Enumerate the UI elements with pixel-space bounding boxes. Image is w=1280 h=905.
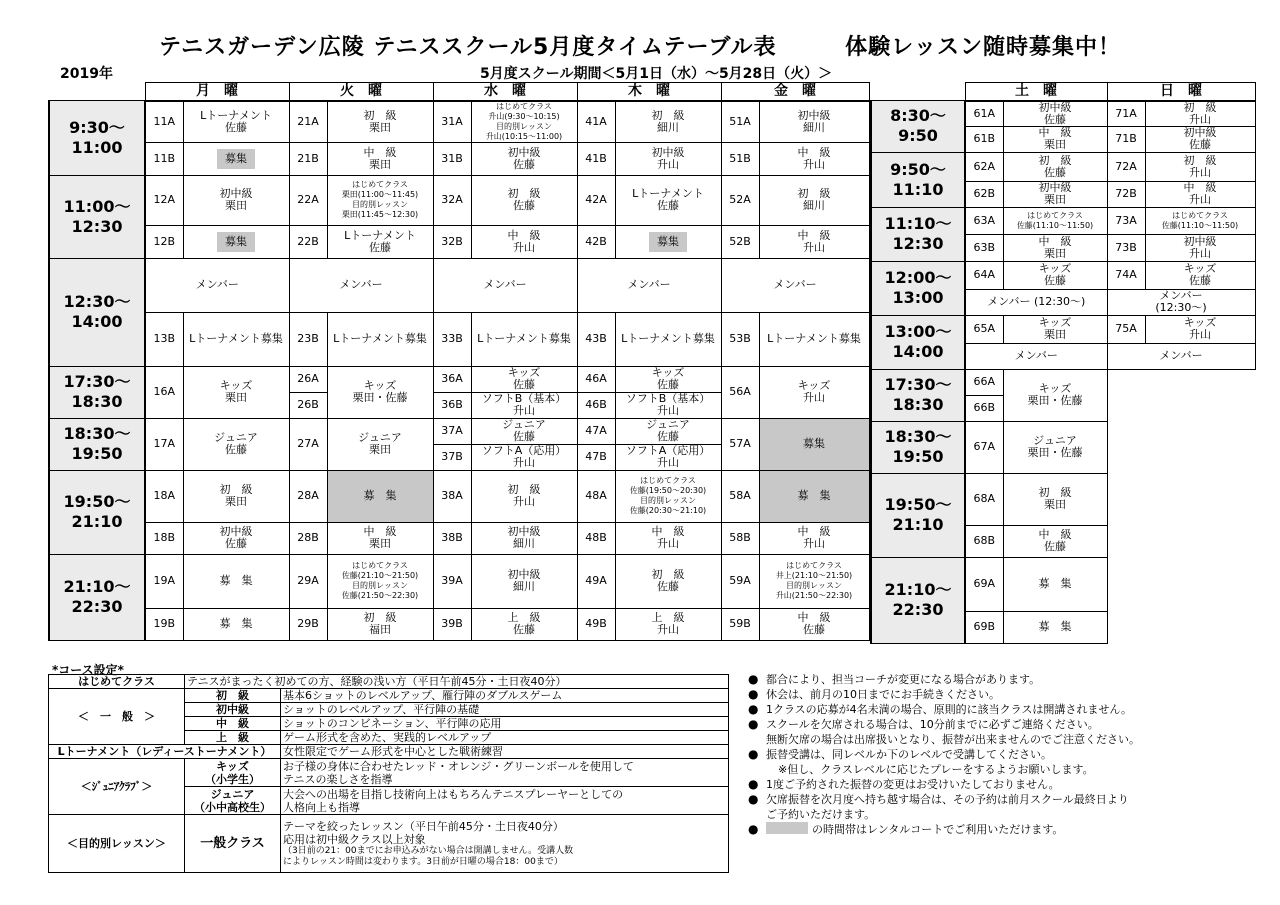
class-code: 61A <box>965 101 1003 127</box>
weekend-timetable <box>870 82 1256 644</box>
class-code: 72A <box>1107 152 1145 181</box>
class-code: 12A <box>145 175 183 225</box>
class-code: 41B <box>577 142 615 175</box>
time-slot: 11:10～ 12:30 <box>871 207 965 261</box>
rental-court-swatch <box>766 822 808 834</box>
time-slot: 12:00～ 13:00 <box>871 261 965 315</box>
note-item <box>748 792 1268 807</box>
class-code: 74A <box>1107 261 1145 289</box>
class-code: 21A <box>289 101 327 143</box>
class-code: 18A <box>145 470 183 522</box>
class-code: 28B <box>289 522 327 554</box>
member-cell: メンバー <box>433 258 577 312</box>
class-cell: Lトーナメント 佐藤 <box>327 225 433 258</box>
title-text: テニスガーデン広陵 テニススクール5月度タイムテーブル表 <box>159 35 777 60</box>
class-cell: ジュニア 栗田 <box>327 418 433 470</box>
bullet-icon: ● <box>748 822 759 836</box>
class-cell: ソフトA（応用） 升山 <box>615 444 721 470</box>
class-cell-recruit: 募 集 <box>759 470 869 522</box>
class-cell-recruit <box>183 225 289 258</box>
class-code: 65A <box>965 315 1003 343</box>
legend-ltour-desc: 女性限定でゲーム形式を中心とした戦術練習 <box>281 745 729 759</box>
class-cell: はじめてクラス 升山(9:30～10:15) 目的別レッスン 升山(10:15～11:00) <box>471 101 577 143</box>
note-item <box>748 732 1268 747</box>
class-code: 69A <box>965 557 1003 611</box>
class-cell-recruit <box>183 142 289 175</box>
day-header-tue: 火 曜 <box>289 83 433 101</box>
class-code: 42A <box>577 175 615 225</box>
note-item <box>748 762 1268 777</box>
class-cell: 中 級 栗田 <box>327 522 433 554</box>
year-label: 2019年 <box>60 66 113 82</box>
class-code: 51B <box>721 142 759 175</box>
recruit-label: 募集 <box>217 232 255 252</box>
time-slot: 17:30～ 18:30 <box>49 366 145 418</box>
time-slot: 19:50～ 21:10 <box>49 470 145 554</box>
time-slot: 18:30～ 19:50 <box>871 421 965 473</box>
time-slot: 9:30～ 11:00 <box>49 101 145 176</box>
bullet-icon: ● <box>748 687 759 701</box>
class-cell: Lトーナメント募集 <box>327 312 433 366</box>
class-cell: キッズ 栗田 <box>183 366 289 418</box>
note-text: 1度ご予約された振替の変更はお受けいたしておりません。 <box>766 778 1060 791</box>
class-cell: 中 級 栗田 <box>1003 126 1107 152</box>
weekday-timetable <box>48 82 870 641</box>
day-header-sun: 日 曜 <box>1107 83 1255 101</box>
class-cell: キッズ 栗田 <box>1003 315 1107 343</box>
class-code: 71B <box>1107 126 1145 152</box>
legend-level-desc: 基本6ショットのレベルアップ、雁行陣のダブルスゲーム <box>281 689 729 703</box>
bullet-icon: ● <box>748 747 759 761</box>
class-cell: 初中級 細川 <box>471 554 577 608</box>
class-cell: 初 級 栗田 <box>1003 473 1107 525</box>
class-code: 31B <box>433 142 471 175</box>
legend-ltour: Lトーナメント（レディーストーナメント） <box>49 745 281 759</box>
class-code: 46A <box>577 366 615 392</box>
note-text: スクールを欠席される場合は、10分前までに必ずご連絡ください。 <box>766 718 1099 731</box>
class-cell: キッズ 佐藤 <box>615 366 721 392</box>
class-cell: 初 級 升山 <box>1145 152 1255 181</box>
class-cell: 初中級 栗田 <box>1003 181 1107 207</box>
class-cell: 中 級 佐藤 <box>1003 525 1107 557</box>
legend-junior-club: ＜ｼﾞｭﾆｱｸﾗﾌﾞ＞ <box>49 759 185 815</box>
class-code: 62A <box>965 152 1003 181</box>
legend-kids-desc: お子様の身体に合わせたレッド・オレンジ・グリーンボールを使用して テニスの楽しさを指導 <box>281 759 729 787</box>
class-cell: 初 級 栗田 <box>327 101 433 143</box>
note-text: 都合により、担当コーチが変更になる場合があります。 <box>766 673 1041 686</box>
class-code: 11A <box>145 101 183 143</box>
class-cell: Lトーナメント募集 <box>615 312 721 366</box>
bullet-icon: ● <box>748 792 759 806</box>
class-cell: ソフトA（応用） 升山 <box>471 444 577 470</box>
class-code: 21B <box>289 142 327 175</box>
day-header-thu: 木 曜 <box>577 83 721 101</box>
class-code: 53B <box>721 312 759 366</box>
class-code: 23B <box>289 312 327 366</box>
note-item <box>748 807 1268 822</box>
member-cell: メンバー <box>965 343 1107 369</box>
class-cell: 初 級 佐藤 <box>1003 152 1107 181</box>
legend-junior: ジュニア （小中高校生） <box>185 787 281 815</box>
class-cell: 初 級 細川 <box>615 101 721 143</box>
note-item <box>748 717 1268 732</box>
class-cell: ジュニア 栗田・佐藤 <box>1003 421 1107 473</box>
note-item <box>748 777 1268 792</box>
member-cell: メンバー <box>145 258 289 312</box>
class-cell: はじめてクラス 佐藤(19:50～20:30) 目的別レッスン 佐藤(20:30～21:10) <box>615 470 721 522</box>
class-cell: 初中級 佐藤 <box>1145 126 1255 152</box>
class-cell: 初 級 栗田 <box>183 470 289 522</box>
class-code: 59B <box>721 608 759 640</box>
class-code: 67A <box>965 421 1003 473</box>
class-cell: 中 級 升山 <box>1145 181 1255 207</box>
legend-level: 中 級 <box>185 717 281 731</box>
mokuteki-line-3: （3日前の21：00までにお申込みがない場合は開講しません。受講人数 によりレッスン時間は変わります。3日前が日曜の場合18：00まで） <box>283 845 574 867</box>
time-slot: 18:30～ 19:50 <box>49 418 145 470</box>
class-code: 63A <box>965 207 1003 234</box>
legend-level-desc: ショットのコンビネーション、平行陣の応用 <box>281 717 729 731</box>
class-code: 36B <box>433 392 471 418</box>
class-cell: はじめてクラス 佐藤(11:10～11:50) <box>1003 207 1107 234</box>
class-cell: 中 級 升山 <box>759 225 869 258</box>
legend-level: 初中級 <box>185 703 281 717</box>
class-code: 49A <box>577 554 615 608</box>
day-header-mon: 月 曜 <box>145 83 289 101</box>
class-cell: 初中級 升山 <box>1145 234 1255 261</box>
note-text: ご予約いただけます。 <box>766 808 876 821</box>
class-code: 28A <box>289 470 327 522</box>
class-code: 18B <box>145 522 183 554</box>
class-cell: ジュニア 佐藤 <box>615 418 721 444</box>
class-code: 71A <box>1107 101 1145 127</box>
class-code: 42B <box>577 225 615 258</box>
class-code: 12B <box>145 225 183 258</box>
class-code: 52B <box>721 225 759 258</box>
class-cell: 中 級 升山 <box>759 142 869 175</box>
class-code: 13B <box>145 312 183 366</box>
class-code: 41A <box>577 101 615 143</box>
legend-ippan-class: 一般クラス <box>185 815 281 873</box>
class-cell: 中 級 栗田 <box>1003 234 1107 261</box>
class-cell-recruit: 募集 <box>759 418 869 470</box>
time-slot: 12:30～ 14:00 <box>49 258 145 366</box>
class-cell: 募 集 <box>183 608 289 640</box>
class-code: 72B <box>1107 181 1145 207</box>
class-cell: 初 級 佐藤 <box>471 175 577 225</box>
class-code: 39B <box>433 608 471 640</box>
class-code: 26A <box>289 366 327 392</box>
note-text: ※但し、クラスレベルに応じたプレーをするようお願いします。 <box>778 763 1094 776</box>
class-code: 64A <box>965 261 1003 289</box>
class-cell: Lトーナメント募集 <box>471 312 577 366</box>
legend-ippan: ＜ 一 般 ＞ <box>49 689 185 745</box>
class-code: 58B <box>721 522 759 554</box>
legend-level: 上 級 <box>185 731 281 745</box>
class-cell: 中 級 升山 <box>615 522 721 554</box>
recruit-label: 募集 <box>649 232 687 252</box>
legend-junior-desc: 大会への出場を目指し技術向上はもちろんテニスプレーヤーとしての 人格向上も指導 <box>281 787 729 815</box>
corner <box>49 83 145 101</box>
class-cell: はじめてクラス 栗田(11:00～11:45) 目的別レッスン 栗田(11:45～12:30) <box>327 175 433 225</box>
class-code: 38B <box>433 522 471 554</box>
class-code: 36A <box>433 366 471 392</box>
note-item <box>748 687 1268 702</box>
class-code: 47B <box>577 444 615 470</box>
class-code: 22B <box>289 225 327 258</box>
class-cell: 初中級 佐藤 <box>1003 101 1107 127</box>
class-cell: はじめてクラス 佐藤(21:10～21:50) 目的別レッスン 佐藤(21:50～22:30) <box>327 554 433 608</box>
class-cell: キッズ 佐藤 <box>1003 261 1107 289</box>
class-code: 69B <box>965 611 1003 643</box>
class-code: 37B <box>433 444 471 470</box>
note-text: 欠席振替を次月度へ持ち越す場合は、その予約は前月スクール最終日より <box>766 793 1129 806</box>
class-cell: キッズ 升山 <box>1145 315 1255 343</box>
class-code: 68A <box>965 473 1003 525</box>
class-cell: ソフトB（基本） 升山 <box>615 392 721 418</box>
class-cell: 募 集 <box>1003 557 1107 611</box>
day-header-sat: 土 曜 <box>965 83 1107 101</box>
class-cell: Lトーナメント募集 <box>183 312 289 366</box>
mokuteki-line-2: 応用は初中級クラス以上対象 <box>283 832 426 846</box>
class-cell: キッズ 佐藤 <box>1145 261 1255 289</box>
class-code: 73A <box>1107 207 1145 234</box>
bullet-icon: ● <box>748 672 759 686</box>
class-cell-recruit: 募 集 <box>327 470 433 522</box>
member-cell: メンバー <box>577 258 721 312</box>
class-cell: 初中級 栗田 <box>183 175 289 225</box>
class-code: 31A <box>433 101 471 143</box>
class-code: 29B <box>289 608 327 640</box>
class-cell: はじめてクラス 井上(21:10～21:50) 目的別レッスン 升山(21:50～22:30) <box>759 554 869 608</box>
class-cell: ジュニア 佐藤 <box>183 418 289 470</box>
class-cell: Lトーナメント 佐藤 <box>183 101 289 143</box>
note-text: 無断欠席の場合は出席扱いとなり、振替が出来ませんのでご注意ください。 <box>766 733 1140 746</box>
legend-mokuteki-desc <box>281 815 729 873</box>
time-slot: 21:10～ 22:30 <box>49 554 145 640</box>
class-cell: キッズ 佐藤 <box>471 366 577 392</box>
school-period: 5月度スクール期間＜5月1日（水）～5月28日（火）＞ <box>480 66 833 82</box>
class-cell: 初 級 升山 <box>471 470 577 522</box>
legend-level-desc: ゲーム形式を含めた、実践的レベルアップ <box>281 731 729 745</box>
class-code: 29A <box>289 554 327 608</box>
class-cell: 上 級 升山 <box>615 608 721 640</box>
bullet-icon: ● <box>748 702 759 716</box>
class-cell: 中 級 佐藤 <box>759 608 869 640</box>
class-cell: 初 級 細川 <box>759 175 869 225</box>
legend-kids: キッズ （小学生） <box>185 759 281 787</box>
note-item <box>748 702 1268 717</box>
legend-level-desc: ショットのレベルアップ、平行陣の基礎 <box>281 703 729 717</box>
class-code: 11B <box>145 142 183 175</box>
class-cell: Lトーナメント 佐藤 <box>615 175 721 225</box>
class-cell: ジュニア 佐藤 <box>471 418 577 444</box>
class-code: 62B <box>965 181 1003 207</box>
class-code: 73B <box>1107 234 1145 261</box>
corner <box>871 83 965 101</box>
class-cell: キッズ 栗田・佐藤 <box>327 366 433 418</box>
recruit-label: 募集 <box>217 149 255 169</box>
class-cell: はじめてクラス 佐藤(11:10～11:50) <box>1145 207 1255 234</box>
time-slot: 11:00～ 12:30 <box>49 175 145 258</box>
class-code: 63B <box>965 234 1003 261</box>
course-legend-table <box>48 674 729 873</box>
day-header-fri: 金 曜 <box>721 83 869 101</box>
note-item <box>748 672 1268 687</box>
class-code: 52A <box>721 175 759 225</box>
class-code: 19A <box>145 554 183 608</box>
legend-mokuteki: ＜目的別レッスン＞ <box>49 815 185 873</box>
class-code: 66A <box>965 369 1003 395</box>
bullet-icon: ● <box>748 717 759 731</box>
class-code: 57A <box>721 418 759 470</box>
class-code: 37A <box>433 418 471 444</box>
class-code: 38A <box>433 470 471 522</box>
class-cell: Lトーナメント募集 <box>759 312 869 366</box>
class-cell: キッズ 栗田・佐藤 <box>1003 369 1107 421</box>
class-code: 16A <box>145 366 183 418</box>
class-code: 75A <box>1107 315 1145 343</box>
mokuteki-line-1: テーマを絞ったレッスン（平日午前45分・土日夜40分） <box>283 819 564 833</box>
time-slot: 21:10～ 22:30 <box>871 557 965 643</box>
bullet-icon: ● <box>748 777 759 791</box>
legend-hajimete: はじめてクラス <box>49 675 185 689</box>
trial-lesson-text: 体験レッスン随時募集中！ <box>845 35 1121 60</box>
class-code: 33B <box>433 312 471 366</box>
class-code: 43B <box>577 312 615 366</box>
class-code: 46B <box>577 392 615 418</box>
class-code: 26B <box>289 392 327 418</box>
class-cell: 中 級 栗田 <box>327 142 433 175</box>
class-cell: 初 級 升山 <box>1145 101 1255 127</box>
time-slot: 9:50～ 11:10 <box>871 152 965 207</box>
class-code: 59A <box>721 554 759 608</box>
note-text: 1クラスの応募が4名未満の場合、原則的に該当クラスは開講されません。 <box>766 703 1132 716</box>
class-code: 27A <box>289 418 327 470</box>
empty-area <box>1107 369 1255 643</box>
class-code: 51A <box>721 101 759 143</box>
class-cell-recruit <box>615 225 721 258</box>
class-cell: 初 級 福田 <box>327 608 433 640</box>
time-slot: 19:50～ 21:10 <box>871 473 965 557</box>
note-text: の時間帯はレンタルコートでご利用いただけます。 <box>812 823 1064 836</box>
legend-hajimete-desc: テニスがまったく初めての方、経験の浅い方（平日午前45分・土日夜40分） <box>185 675 729 689</box>
class-cell: 初中級 細川 <box>471 522 577 554</box>
class-code: 61B <box>965 126 1003 152</box>
member-cell: メンバー (12:30～) <box>987 295 1086 308</box>
class-cell: 初中級 細川 <box>759 101 869 143</box>
class-code: 17A <box>145 418 183 470</box>
note-text: 振替受講は、同レベルか下のレベルで受講してください。 <box>766 748 1052 761</box>
time-slot: 8:30～ 9:50 <box>871 101 965 153</box>
class-cell: 中 級 升山 <box>471 225 577 258</box>
notes-list <box>748 672 1268 837</box>
class-code: 32B <box>433 225 471 258</box>
class-code: 66B <box>965 395 1003 421</box>
time-slot: 13:00～ 14:00 <box>871 315 965 369</box>
class-code: 19B <box>145 608 183 640</box>
time-slot: 17:30～ 18:30 <box>871 369 965 421</box>
member-cell: メンバー (12:30～) <box>1107 289 1255 315</box>
class-code: 48B <box>577 522 615 554</box>
class-cell: 初中級 佐藤 <box>471 142 577 175</box>
class-cell: 初中級 升山 <box>615 142 721 175</box>
class-cell: キッズ 升山 <box>759 366 869 418</box>
legend-level: 初 級 <box>185 689 281 703</box>
class-code: 22A <box>289 175 327 225</box>
class-cell: 上 級 佐藤 <box>471 608 577 640</box>
course-settings-title: *コース設定* <box>52 663 124 677</box>
member-cell: メンバー <box>1107 343 1255 369</box>
class-cell: 初中級 佐藤 <box>183 522 289 554</box>
note-item <box>748 747 1268 762</box>
note-text: 休会は、前月の10日までにお手続きください。 <box>766 688 1000 701</box>
class-cell: ソフトB（基本） 升山 <box>471 392 577 418</box>
class-cell: 募 集 <box>1003 611 1107 643</box>
class-cell: 初 級 佐藤 <box>615 554 721 608</box>
class-code: 49B <box>577 608 615 640</box>
class-code: 32A <box>433 175 471 225</box>
class-code: 39A <box>433 554 471 608</box>
class-code: 47A <box>577 418 615 444</box>
page-title <box>0 30 1280 61</box>
member-cell: メンバー <box>721 258 869 312</box>
class-code: 58A <box>721 470 759 522</box>
note-item <box>748 822 1268 837</box>
class-cell: 中 級 升山 <box>759 522 869 554</box>
class-code: 68B <box>965 525 1003 557</box>
class-code: 56A <box>721 366 759 418</box>
class-cell: 募 集 <box>183 554 289 608</box>
day-header-wed: 水 曜 <box>433 83 577 101</box>
member-cell: メンバー <box>289 258 433 312</box>
class-code: 48A <box>577 470 615 522</box>
